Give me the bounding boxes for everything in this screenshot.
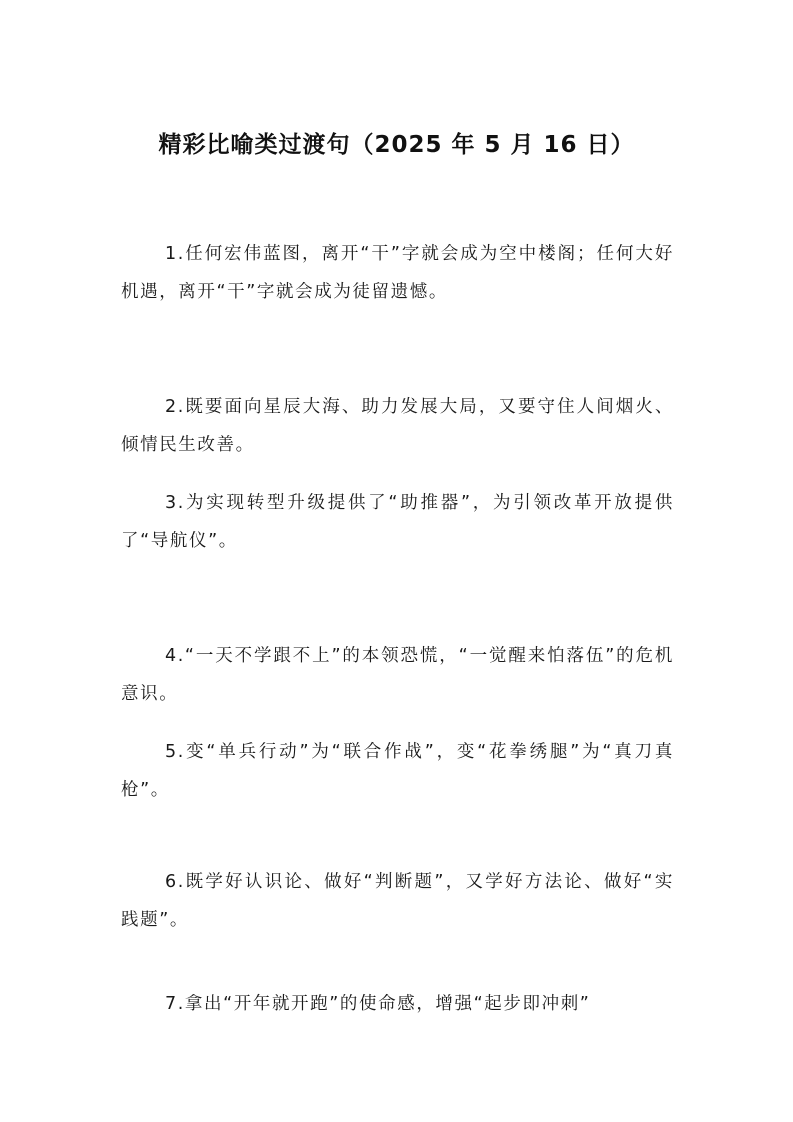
paragraph-5: 5.变“单兵行动”为“联合作战”，变“花拳绣腿”为“真刀真枪”。	[121, 742, 674, 800]
paragraph-7: 7.拿出“开年就开跑”的使命感，增强“起步即冲刺”	[165, 994, 591, 1014]
document-title: 精彩比喻类过渡句（2025 年 5 月 16 日）	[158, 132, 635, 158]
paragraph-4: 4.“一天不学跟不上”的本领恐慌，“一觉醒来怕落伍”的危机意识。	[121, 646, 675, 704]
paragraph-2: 2.既要面向星辰大海、助力发展大局，又要守住人间烟火、倾情民生改善。	[121, 397, 674, 455]
paragraph-6: 6.既学好认识论、做好“判断题”，又学好方法论、做好“实践题”。	[121, 872, 674, 930]
paragraph-3: 3.为实现转型升级提供了“助推器”，为引领改革开放提供了“导航仪”。	[121, 493, 674, 551]
paragraph-1: 1.任何宏伟蓝图，离开“干”字就会成为空中楼阁；任何大好机遇，离开“干”字就会成为徒留遗憾。	[121, 244, 674, 302]
